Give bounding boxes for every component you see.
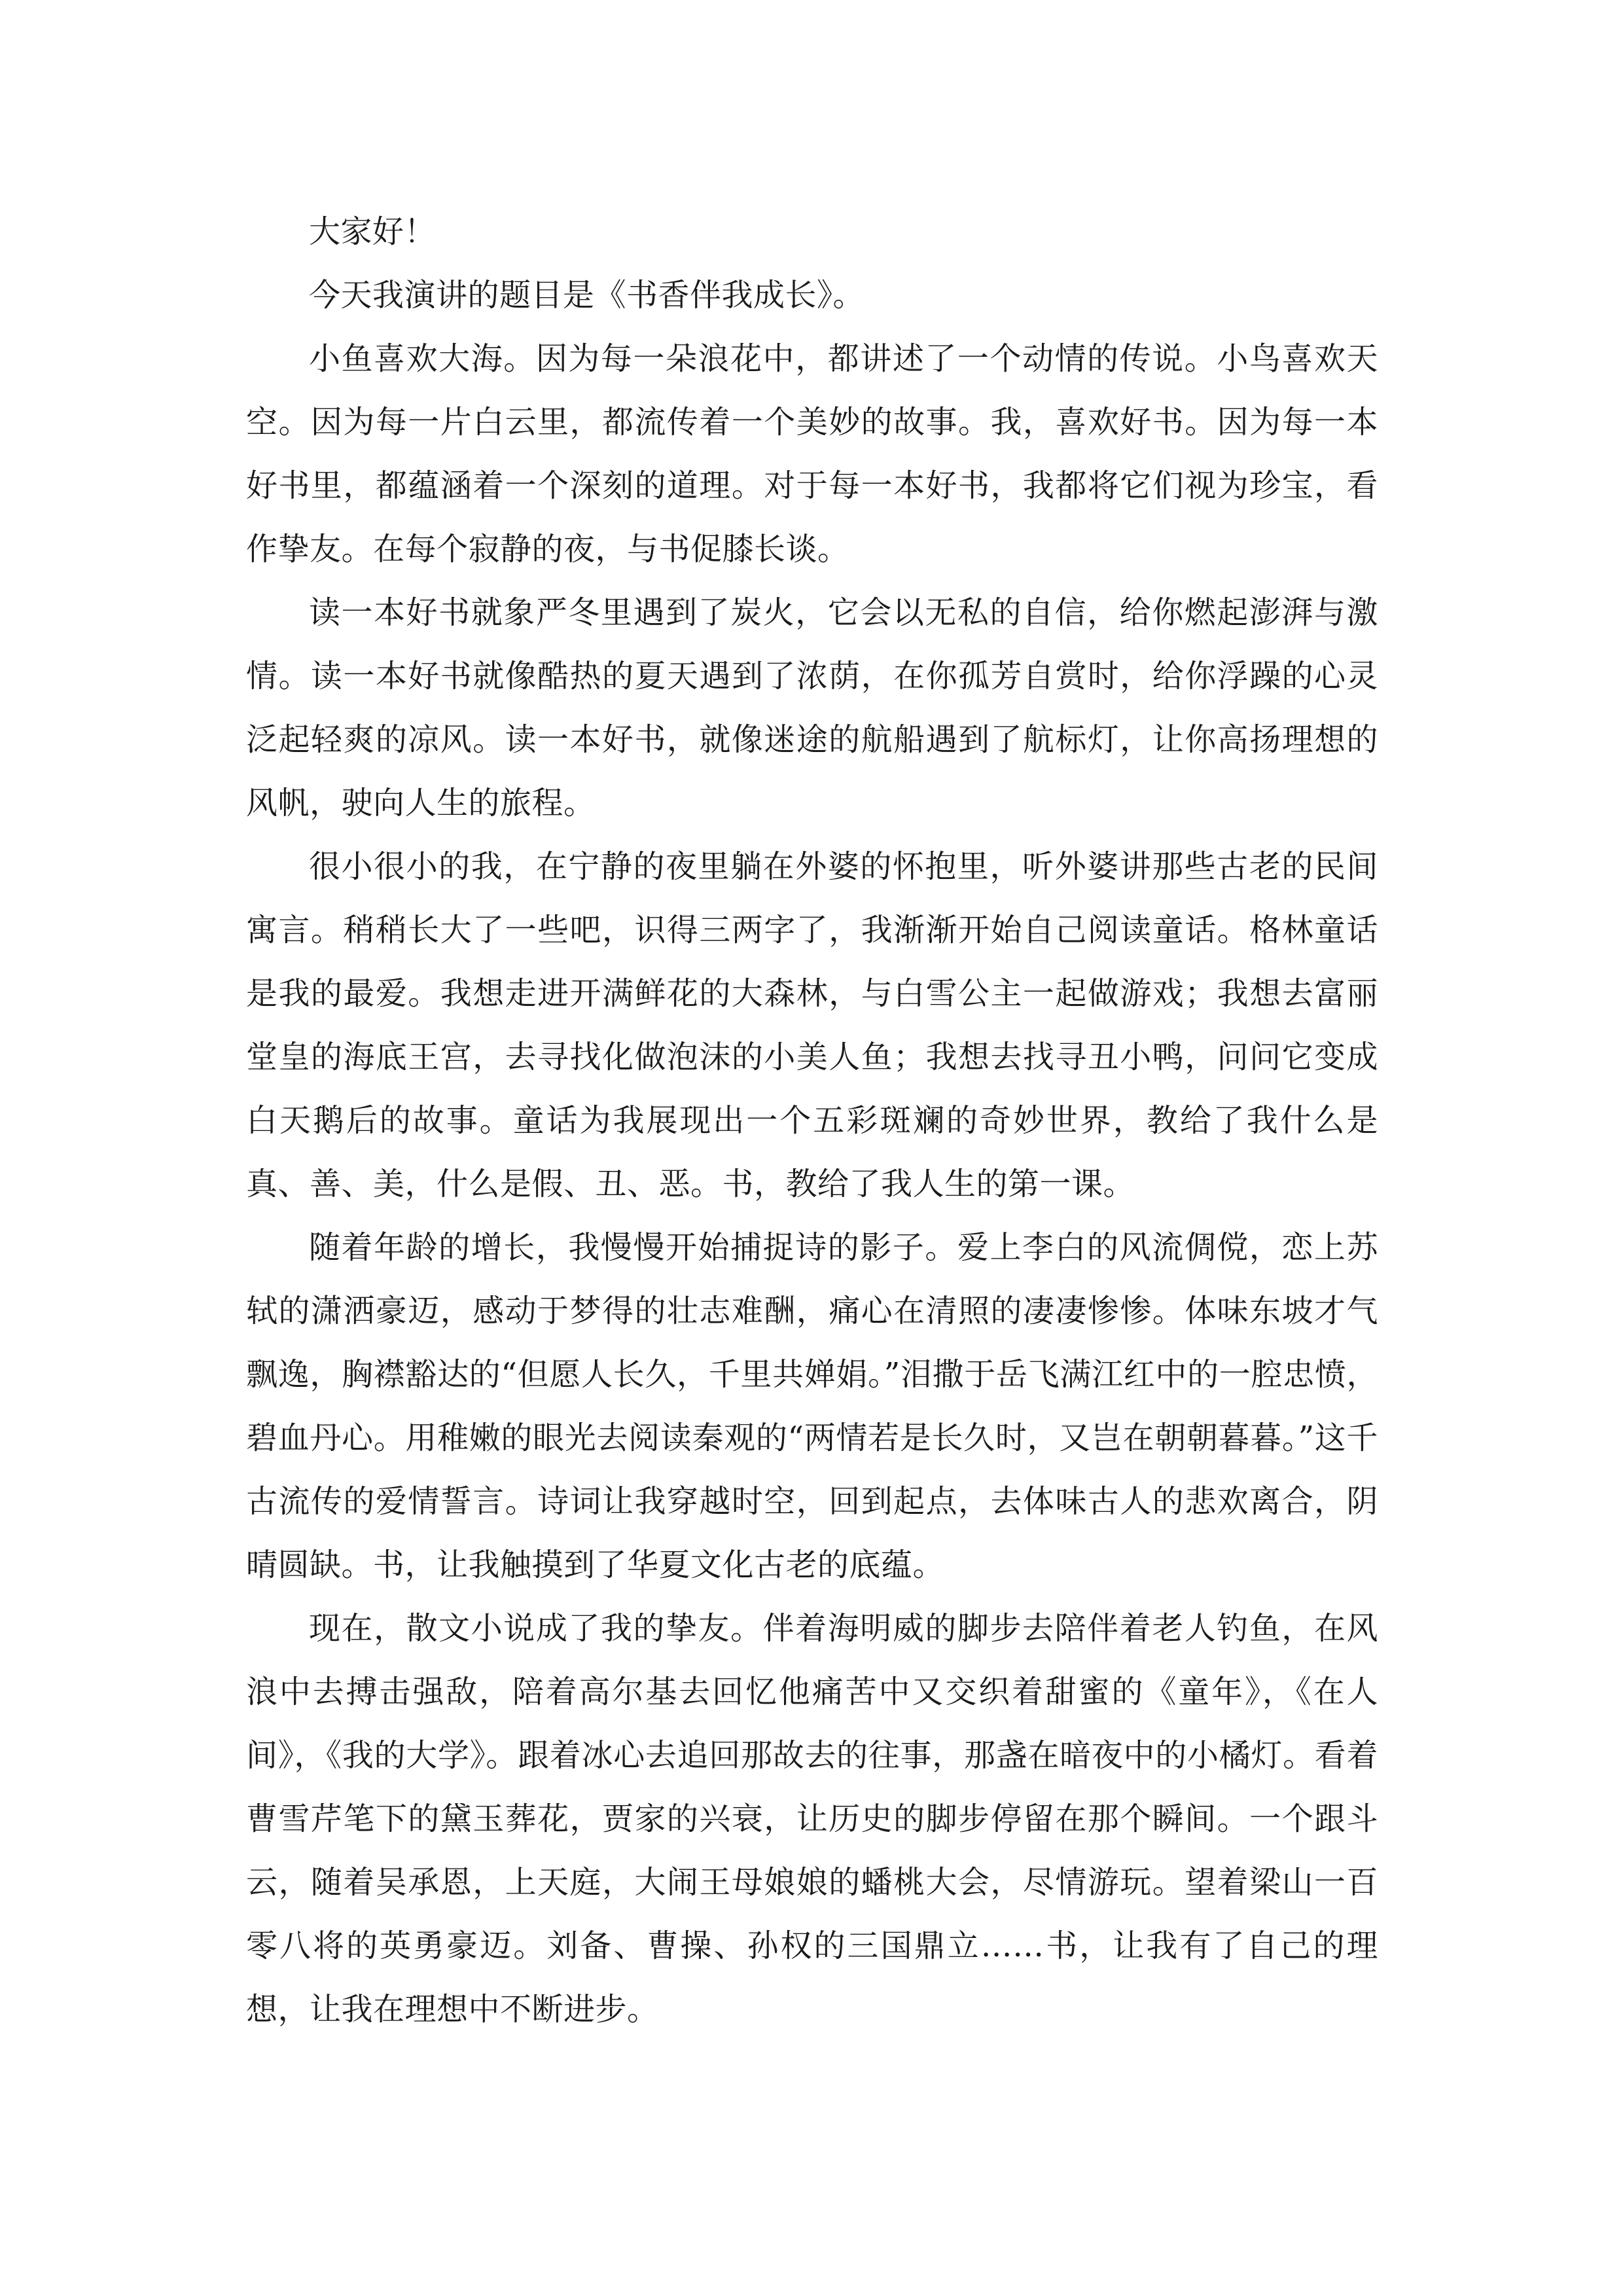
paragraph-novels: 现在，散文小说成了我的挚友。伴着海明威的脚步去陪伴着老人钓鱼，在风浪中去搏击强敌，陪着高尔基去回忆他痛苦中又交织着甜蜜的《童年》，《在人间》，《我的大学》。跟着冰心去追回那故去的往事，那盏在暗夜中的小橘灯。看着曹雪芹笔下的黛玉葬花，贾家的兴衰，让历史的脚步停留在那个瞬间。一个跟斗云，随着吴承恩，上天庭，大闹王母娘娘的蟠桃大会，尽情游玩。望着梁山一百零八将的英勇豪迈。刘备、曹操、孙权的三国鼎立……书，让我有了自己的理想，让我在理想中不断进步。 bbox=[246, 1610, 1378, 2028]
speech-body bbox=[246, 200, 1378, 2041]
paragraph-fish-bird: 小鱼喜欢大海。因为每一朵浪花中，都讲述了一个动情的传说。小鸟喜欢天空。因为每一片白云里，都流传着一个美妙的故事。我，喜欢好书。因为每一本好书里，都蕴涵着一个深刻的道理。对于每一本好书，我都将它们视为珍宝，看作挚友。在每个寂静的夜，与书促膝长谈。 bbox=[246, 340, 1378, 567]
paragraph-poetry: 随着年龄的增长，我慢慢开始捕捉诗的影子。爱上李白的风流倜傥，恋上苏轼的潇洒豪迈，感动于梦得的壮志难酬，痛心在清照的凄凄惨惨。体味东坡才气飘逸，胸襟豁达的“但愿人长久，千里共婵娟。”泪撒于岳飞满江红中的一腔忠愤，碧血丹心。用稚嫩的眼光去阅读秦观的“两情若是长久时，又岂在朝朝暮暮。”这千古流传的爱情誓言。诗词让我穿越时空，回到起点，去体味古人的悲欢离合，阴晴圆缺。书，让我触摸到了华夏文化古老的底蕴。 bbox=[246, 1229, 1378, 1583]
paragraph-topic: 今天我演讲的题目是《书香伴我成长》。 bbox=[309, 277, 865, 314]
paragraph-good-book: 读一本好书就象严冬里遇到了炭火，它会以无私的自信，给你燃起澎湃与激情。读一本好书就像酷热的夏天遇到了浓荫，在你孤芳自赏时，给你浮躁的心灵泛起轻爽的凉风。读一本好书，就像迷途的航船遇到了航标灯，让你高扬理想的风帆，驶向人生的旅程。 bbox=[246, 594, 1378, 821]
paragraph-greeting: 大家好！ bbox=[309, 213, 437, 250]
paragraph-childhood: 很小很小的我，在宁静的夜里躺在外婆的怀抱里，听外婆讲那些古老的民间寓言。稍稍长大了一些吧，识得三两字了，我渐渐开始自己阅读童话。格林童话是我的最爱。我想走进开满鲜花的大森林，与白雪公主一起做游戏；我想去富丽堂皇的海底王宫，去寻找化做泡沫的小美人鱼；我想去找寻丑小鸭，问问它变成白天鹅后的故事。童话为我展现出一个五彩斑斓的奇妙世界，教给了我什么是真、善、美，什么是假、丑、恶。书，教给了我人生的第一课。 bbox=[246, 848, 1378, 1202]
